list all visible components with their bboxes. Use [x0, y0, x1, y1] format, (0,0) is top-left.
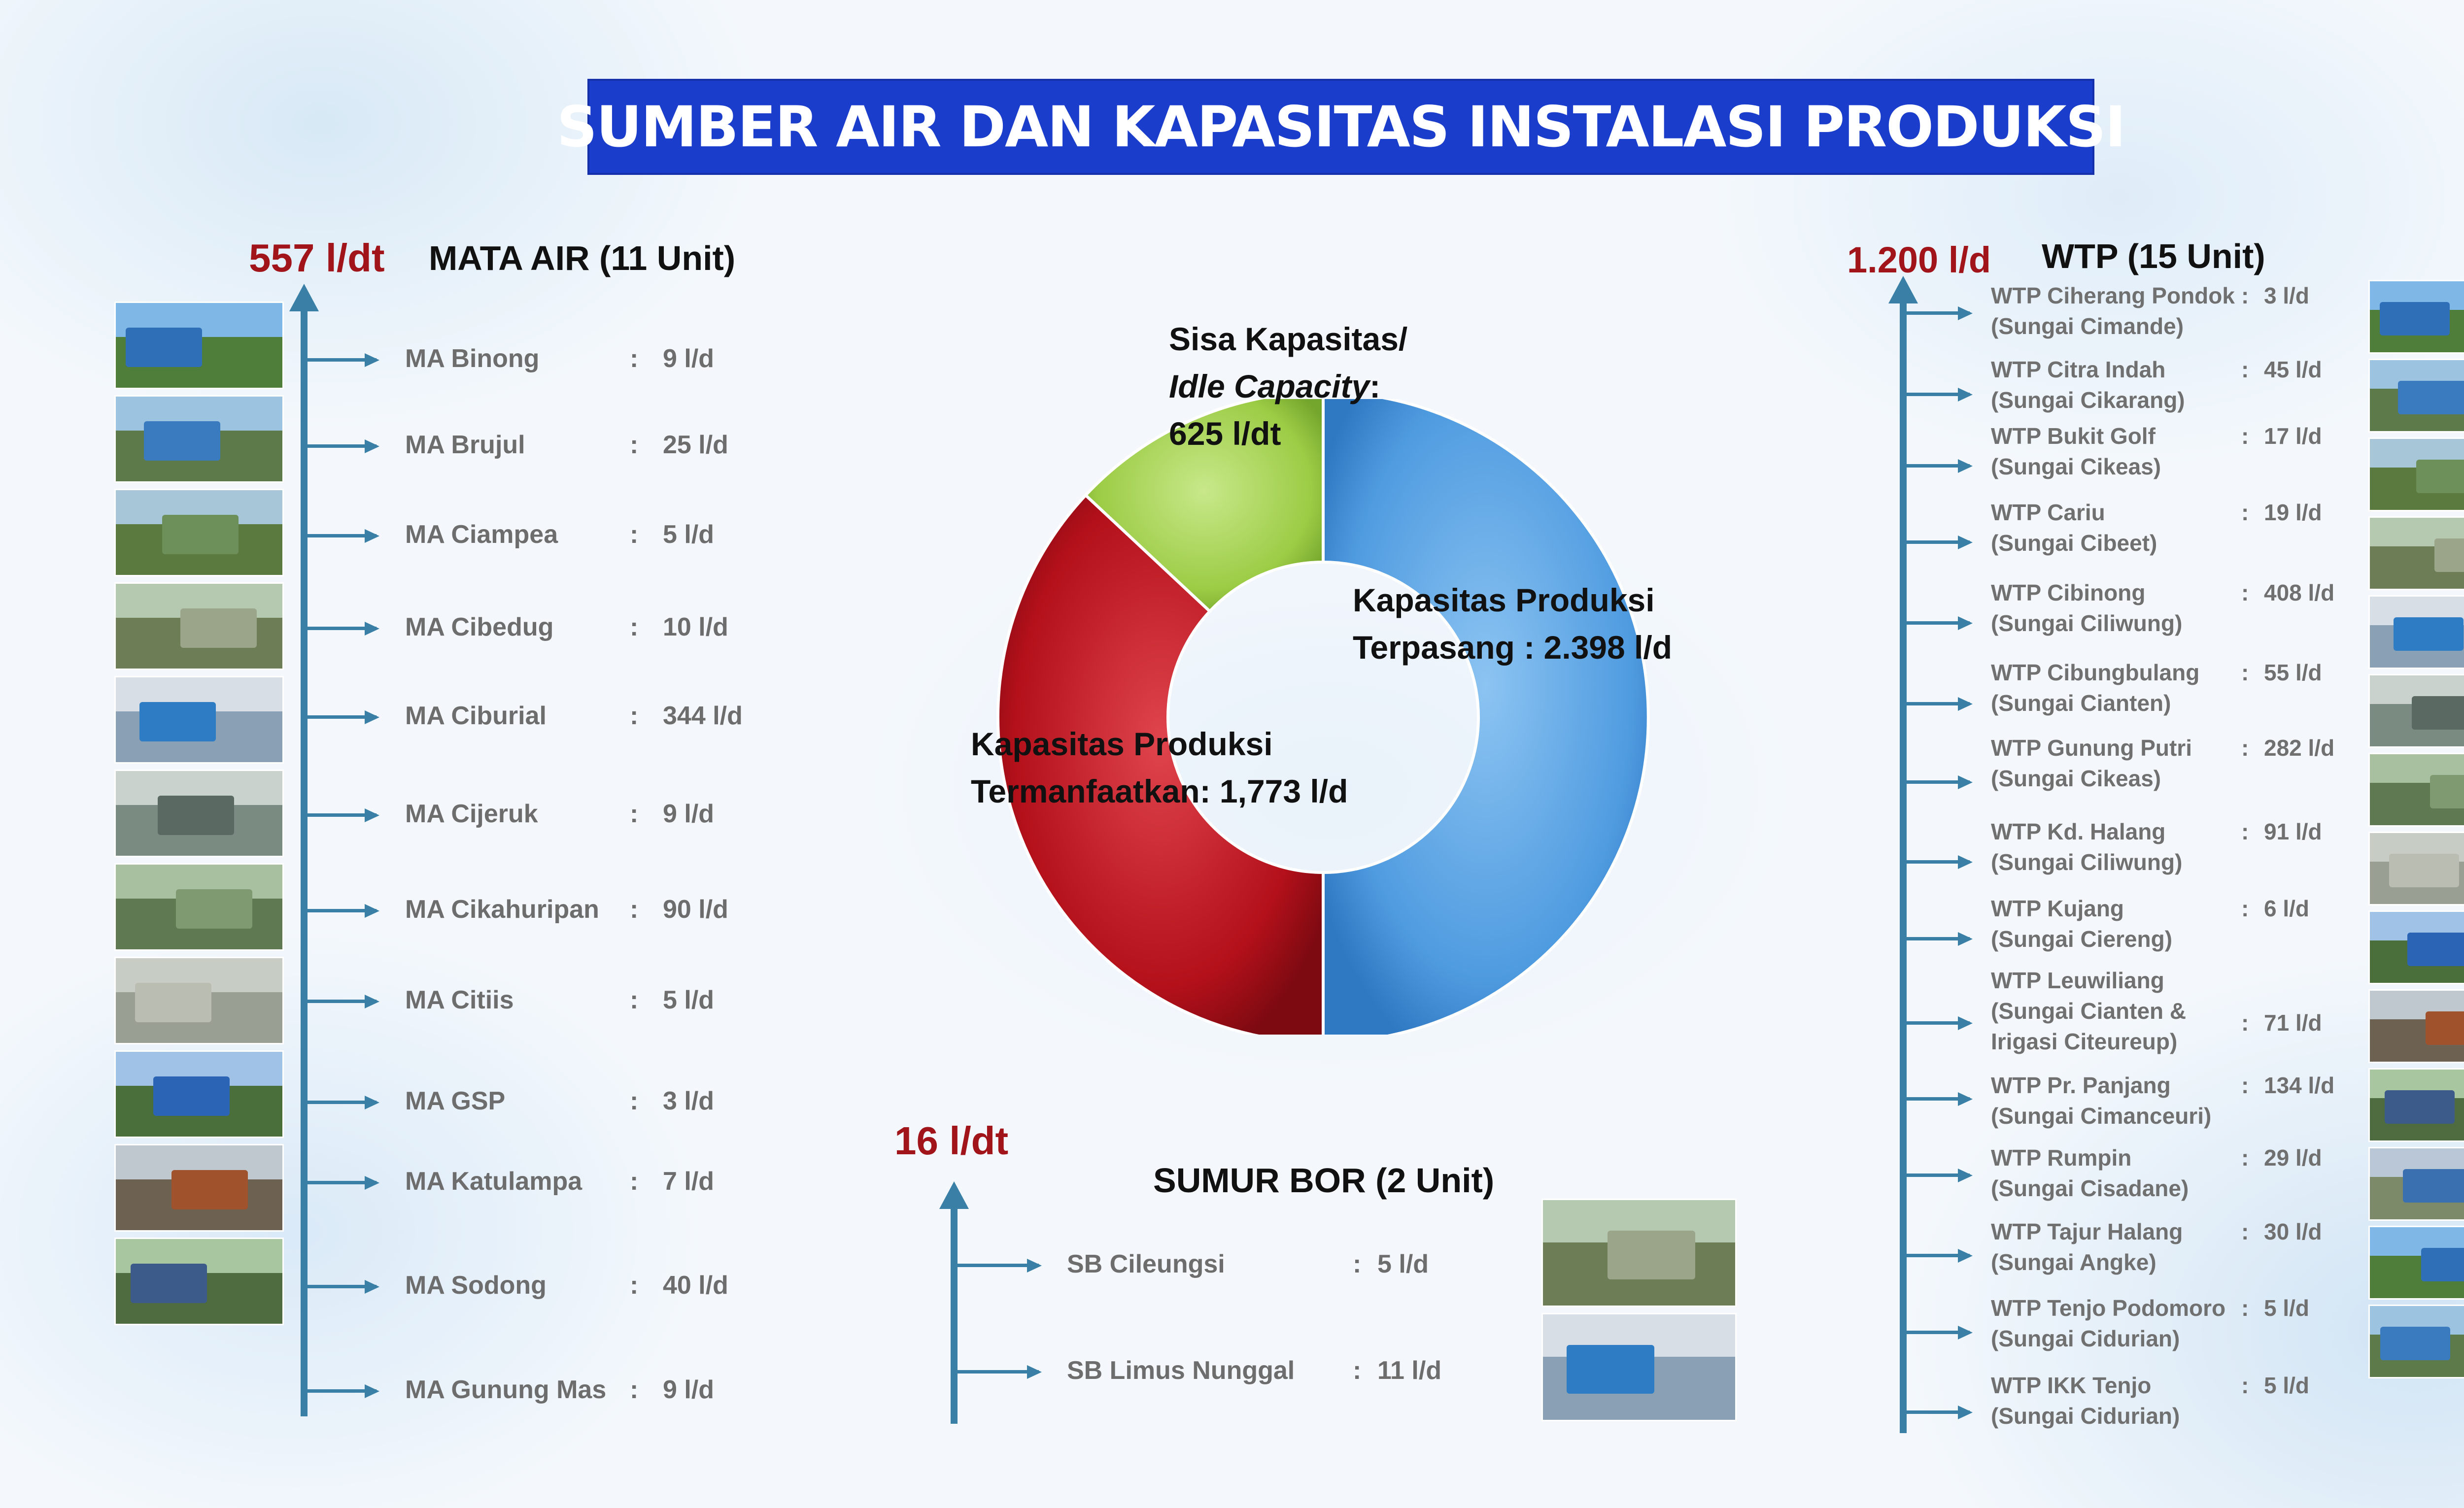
mata-air-photo-structure	[153, 1076, 230, 1116]
wtp-river-2: Irigasi Citeureup)	[1991, 1029, 2178, 1054]
wtp-river: (Sungai Cimande)	[1991, 313, 2184, 339]
sumur-bor-colon: :	[1353, 1250, 1362, 1278]
mata-air-name: MA Brujul	[405, 431, 525, 459]
mata-air-photo	[114, 770, 284, 857]
sumur-bor-arrow	[958, 1370, 1039, 1374]
mata-air-axis-line	[301, 305, 308, 1416]
wtp-name: WTP Kujang	[1991, 896, 2124, 921]
sumur-bor-arrow	[958, 1264, 1039, 1267]
mata-air-photo	[114, 863, 284, 951]
mata-air-arrow	[308, 627, 376, 630]
mata-air-name: MA Ciburial	[405, 702, 547, 730]
mata-air-name: MA Cijeruk	[405, 800, 538, 828]
wtp-river: (Sungai Cikeas)	[1991, 454, 2161, 479]
mata-air-photo-structure	[139, 702, 216, 741]
mata-air-colon: :	[630, 613, 639, 641]
sumur-bor-axis-line	[951, 1202, 958, 1424]
wtp-river: (Sungai Ciliwung)	[1991, 849, 2183, 875]
wtp-value: 408 l/d	[2264, 580, 2335, 605]
wtp-photo-structure	[2426, 1011, 2464, 1045]
mata-air-value: 9 l/d	[663, 800, 715, 828]
wtp-name: WTP Tenjo Podomoro	[1991, 1295, 2226, 1321]
wtp-value: 30 l/d	[2264, 1219, 2322, 1244]
wtp-name: WTP Leuwiliang	[1991, 968, 2164, 993]
mata-air-value: 7 l/d	[663, 1167, 715, 1196]
wtp-river: (Sungai Cianten &	[1991, 998, 2187, 1024]
mata-air-arrow	[308, 1101, 376, 1104]
wtp-arrow	[1907, 540, 1970, 544]
wtp-photo-structure	[2398, 381, 2464, 414]
mata-air-name: MA Ciampea	[405, 520, 558, 549]
mata-air-name: MA Sodong	[405, 1271, 547, 1300]
wtp-value: 5 l/d	[2264, 1373, 2310, 1398]
donut-slice-installed	[1323, 399, 1648, 1035]
idle-label-line1: Sisa Kapasitas/	[1169, 321, 1408, 357]
wtp-colon: :	[2241, 500, 2249, 525]
mata-air-photo-structure	[162, 515, 239, 554]
wtp-arrow	[1907, 393, 1970, 396]
wtp-name: WTP Tajur Halang	[1991, 1219, 2183, 1244]
mata-air-photo	[114, 1144, 284, 1232]
wtp-photo-structure	[2380, 302, 2450, 335]
mata-air-colon: :	[630, 1087, 639, 1115]
wtp-photo-structure	[2407, 933, 2464, 966]
wtp-colon: :	[2241, 1010, 2249, 1036]
mata-air-photo	[114, 676, 284, 764]
wtp-name: WTP Cibinong	[1991, 580, 2146, 605]
mata-air-arrow	[308, 358, 376, 362]
mata-air-colon: :	[630, 800, 639, 828]
mata-air-arrow	[308, 813, 376, 817]
mata-air-photo-structure	[135, 983, 211, 1022]
wtp-heading: WTP (15 Unit)	[2042, 237, 2265, 275]
wtp-photo	[2368, 989, 2464, 1063]
wtp-arrow	[1907, 702, 1970, 705]
mata-air-value: 90 l/d	[663, 895, 728, 924]
sumur-bor-value: 5 l/d	[1377, 1250, 1429, 1278]
wtp-name: WTP Gunung Putri	[1991, 735, 2192, 761]
mata-air-arrow	[308, 1000, 376, 1003]
wtp-river: (Sungai Ciereng)	[1991, 926, 2173, 952]
mata-air-value: 9 l/d	[663, 344, 715, 373]
wtp-colon: :	[2241, 283, 2249, 308]
mata-air-photo-structure	[171, 1170, 248, 1209]
wtp-photo-structure	[2394, 617, 2464, 651]
mata-air-name: MA Cibedug	[405, 613, 554, 641]
mata-air-photo-structure	[180, 608, 257, 648]
utilized-label-line2: Termanfaatkan: 1,773 l/d	[971, 773, 1348, 809]
wtp-photo	[2368, 280, 2464, 354]
wtp-value: 3 l/d	[2264, 283, 2310, 308]
mata-air-colon: :	[630, 520, 639, 549]
wtp-name: WTP Rumpin	[1991, 1145, 2132, 1171]
wtp-value: 71 l/d	[2264, 1010, 2322, 1036]
wtp-river: (Sungai Angke)	[1991, 1249, 2156, 1275]
wtp-photo-structure	[2421, 1248, 2464, 1281]
wtp-photo	[2368, 674, 2464, 748]
mata-air-colon: :	[630, 431, 639, 459]
wtp-colon: :	[2241, 660, 2249, 685]
mata-air-photo	[114, 489, 284, 576]
idle-label-line2: Idle Capacity	[1169, 368, 1370, 404]
wtp-total: 1.200 l/d	[1847, 239, 1991, 280]
mata-air-photo	[114, 302, 284, 389]
wtp-photo	[2368, 595, 2464, 669]
mata-air-value: 9 l/d	[663, 1375, 715, 1404]
wtp-river: (Sungai Cikeas)	[1991, 766, 2161, 791]
page-title: SUMBER AIR DAN KAPASITAS INSTALASI PRODUKSI	[556, 94, 2125, 160]
mata-air-colon: :	[630, 1271, 639, 1300]
mata-air-value: 344 l/d	[663, 702, 743, 730]
wtp-colon: :	[2241, 1219, 2249, 1244]
mata-air-photo-structure	[158, 796, 234, 835]
wtp-arrow	[1907, 1173, 1970, 1177]
wtp-value: 134 l/d	[2264, 1072, 2335, 1098]
wtp-colon: :	[2241, 819, 2249, 844]
wtp-name: WTP Ciherang Pondok	[1991, 283, 2235, 308]
wtp-name: WTP IKK Tenjo	[1991, 1373, 2152, 1398]
wtp-colon: :	[2241, 735, 2249, 761]
wtp-photo	[2368, 910, 2464, 984]
wtp-river: (Sungai Cianten)	[1991, 690, 2171, 716]
wtp-value: 55 l/d	[2264, 660, 2322, 685]
wtp-colon: :	[2241, 580, 2249, 605]
wtp-colon: :	[2241, 357, 2249, 382]
sumur-bor-photo	[1541, 1313, 1737, 1421]
wtp-value: 282 l/d	[2264, 735, 2335, 761]
mata-air-colon: :	[630, 702, 639, 730]
wtp-arrow	[1907, 1254, 1970, 1257]
wtp-photo	[2368, 359, 2464, 433]
wtp-value: 19 l/d	[2264, 500, 2322, 525]
mata-air-colon: :	[630, 986, 639, 1014]
wtp-arrow	[1907, 860, 1970, 864]
installed-label-line2: Terpasang : 2.398 l/d	[1353, 629, 1673, 666]
mata-air-colon: :	[630, 344, 639, 373]
wtp-river: (Sungai Cidurian)	[1991, 1326, 2180, 1351]
wtp-photo-structure	[2412, 696, 2464, 730]
utilized-capacity-label	[971, 720, 1348, 815]
title-banner	[556, 79, 2125, 175]
wtp-arrow	[1907, 780, 1970, 784]
mata-air-value: 5 l/d	[663, 520, 715, 549]
idle-label-colon: :	[1369, 368, 1381, 404]
wtp-name: WTP Kd. Halang	[1991, 819, 2166, 844]
mata-air-photo-structure	[126, 328, 202, 367]
wtp-photo-structure	[2434, 538, 2464, 572]
sumur-bor-photo-structure	[1608, 1231, 1695, 1279]
wtp-name: WTP Cibungbulang	[1991, 660, 2200, 685]
wtp-axis-line	[1900, 298, 1907, 1433]
capacity-donut-chart	[986, 399, 1676, 1035]
wtp-photo	[2368, 516, 2464, 590]
mata-air-photo-structure	[176, 889, 252, 929]
wtp-photo-structure	[2416, 460, 2464, 493]
wtp-arrow	[1907, 1097, 1970, 1101]
mata-air-colon: :	[630, 1375, 639, 1404]
wtp-river: (Sungai Cikarang)	[1991, 387, 2185, 413]
sumur-bor-value: 11 l/d	[1377, 1356, 1442, 1385]
mata-air-total: 557 l/dt	[249, 236, 385, 280]
wtp-photo-structure	[2380, 1327, 2450, 1360]
wtp-colon: :	[2241, 1145, 2249, 1171]
wtp-name: WTP Cariu	[1991, 500, 2105, 525]
wtp-value: 91 l/d	[2264, 819, 2322, 844]
mata-air-name: MA Binong	[405, 344, 540, 373]
sumur-bor-heading: SUMUR BOR (2 Unit)	[1153, 1161, 1495, 1200]
wtp-photo	[2368, 437, 2464, 511]
wtp-photo-structure	[2430, 775, 2464, 808]
wtp-colon: :	[2241, 896, 2249, 921]
sumur-bor-name: SB Limus Nunggal	[1067, 1356, 1295, 1385]
mata-air-colon: :	[630, 895, 639, 924]
mata-air-arrow	[308, 1181, 376, 1184]
mata-air-value: 25 l/d	[663, 431, 728, 459]
wtp-river: (Sungai Cisadane)	[1991, 1175, 2189, 1201]
mata-air-arrow	[308, 534, 376, 537]
wtp-river: (Sungai Cibeet)	[1991, 530, 2157, 556]
mata-air-photo	[114, 1238, 284, 1325]
wtp-photo	[2368, 1305, 2464, 1378]
mata-air-photo	[114, 582, 284, 670]
wtp-colon: :	[2241, 1373, 2249, 1398]
utilized-label-line1: Kapasitas Produksi	[971, 726, 1273, 762]
mata-air-name: MA Cikahuripan	[405, 895, 599, 924]
wtp-photo-structure	[2403, 1169, 2464, 1203]
mata-air-heading: MATA AIR (11 Unit)	[429, 239, 736, 277]
wtp-name: WTP Pr. Panjang	[1991, 1072, 2171, 1098]
wtp-value: 29 l/d	[2264, 1145, 2322, 1171]
mata-air-photo	[114, 1050, 284, 1138]
wtp-arrow	[1907, 1410, 1970, 1414]
wtp-colon: :	[2241, 1295, 2249, 1321]
wtp-photo	[2368, 832, 2464, 905]
mata-air-value: 5 l/d	[663, 986, 715, 1014]
wtp-photo-structure	[2389, 854, 2459, 887]
wtp-river: (Sungai Cidurian)	[1991, 1403, 2180, 1429]
wtp-photo	[2368, 1147, 2464, 1221]
mata-air-photo	[114, 395, 284, 483]
sumur-bor-name: SB Cileungsi	[1067, 1250, 1225, 1278]
mata-air-value: 10 l/d	[663, 613, 728, 641]
wtp-value: 17 l/d	[2264, 423, 2322, 449]
wtp-colon: :	[2241, 1072, 2249, 1098]
wtp-arrow	[1907, 464, 1970, 468]
wtp-value: 5 l/d	[2264, 1295, 2310, 1321]
wtp-photo	[2368, 753, 2464, 827]
installed-capacity-label	[1353, 576, 1672, 671]
idle-capacity-label	[1169, 315, 1407, 457]
installed-label-line1: Kapasitas Produksi	[1353, 582, 1655, 618]
mata-air-arrow	[308, 1389, 376, 1393]
wtp-name: WTP Citra Indah	[1991, 357, 2166, 382]
idle-label-value: 625 l/dt	[1169, 415, 1281, 452]
wtp-photo-structure	[2385, 1090, 2455, 1124]
mata-air-photo-structure	[131, 1264, 207, 1303]
wtp-arrow	[1907, 937, 1970, 940]
mata-air-arrow	[308, 1285, 376, 1288]
mata-air-arrow	[308, 715, 376, 719]
wtp-river: (Sungai Ciliwung)	[1991, 610, 2183, 636]
sumur-bor-total: 16 l/dt	[894, 1119, 1009, 1163]
wtp-arrow	[1907, 311, 1970, 315]
mata-air-photo	[114, 957, 284, 1044]
wtp-arrow	[1907, 621, 1970, 625]
sumur-bor-photo	[1541, 1199, 1737, 1307]
mata-air-colon: :	[630, 1167, 639, 1196]
wtp-colon: :	[2241, 423, 2249, 449]
mata-air-value: 40 l/d	[663, 1271, 728, 1300]
wtp-value: 45 l/d	[2264, 357, 2322, 382]
sumur-bor-colon: :	[1353, 1356, 1362, 1385]
mata-air-name: MA Katulampa	[405, 1167, 582, 1196]
mata-air-photo-structure	[144, 421, 220, 461]
wtp-arrow	[1907, 1331, 1970, 1334]
mata-air-name: MA Gunung Mas	[405, 1375, 607, 1404]
sumur-bor-photo-structure	[1567, 1345, 1654, 1394]
wtp-arrow	[1907, 1021, 1970, 1025]
wtp-photo	[2368, 1068, 2464, 1142]
wtp-value: 6 l/d	[2264, 896, 2310, 921]
wtp-name: WTP Bukit Golf	[1991, 423, 2156, 449]
mata-air-name: MA GSP	[405, 1087, 506, 1115]
mata-air-name: MA Citiis	[405, 986, 514, 1014]
mata-air-arrow	[308, 444, 376, 448]
mata-air-arrow	[308, 909, 376, 912]
wtp-photo	[2368, 1226, 2464, 1300]
wtp-river: (Sungai Cimanceuri)	[1991, 1103, 2212, 1129]
mata-air-value: 3 l/d	[663, 1087, 715, 1115]
